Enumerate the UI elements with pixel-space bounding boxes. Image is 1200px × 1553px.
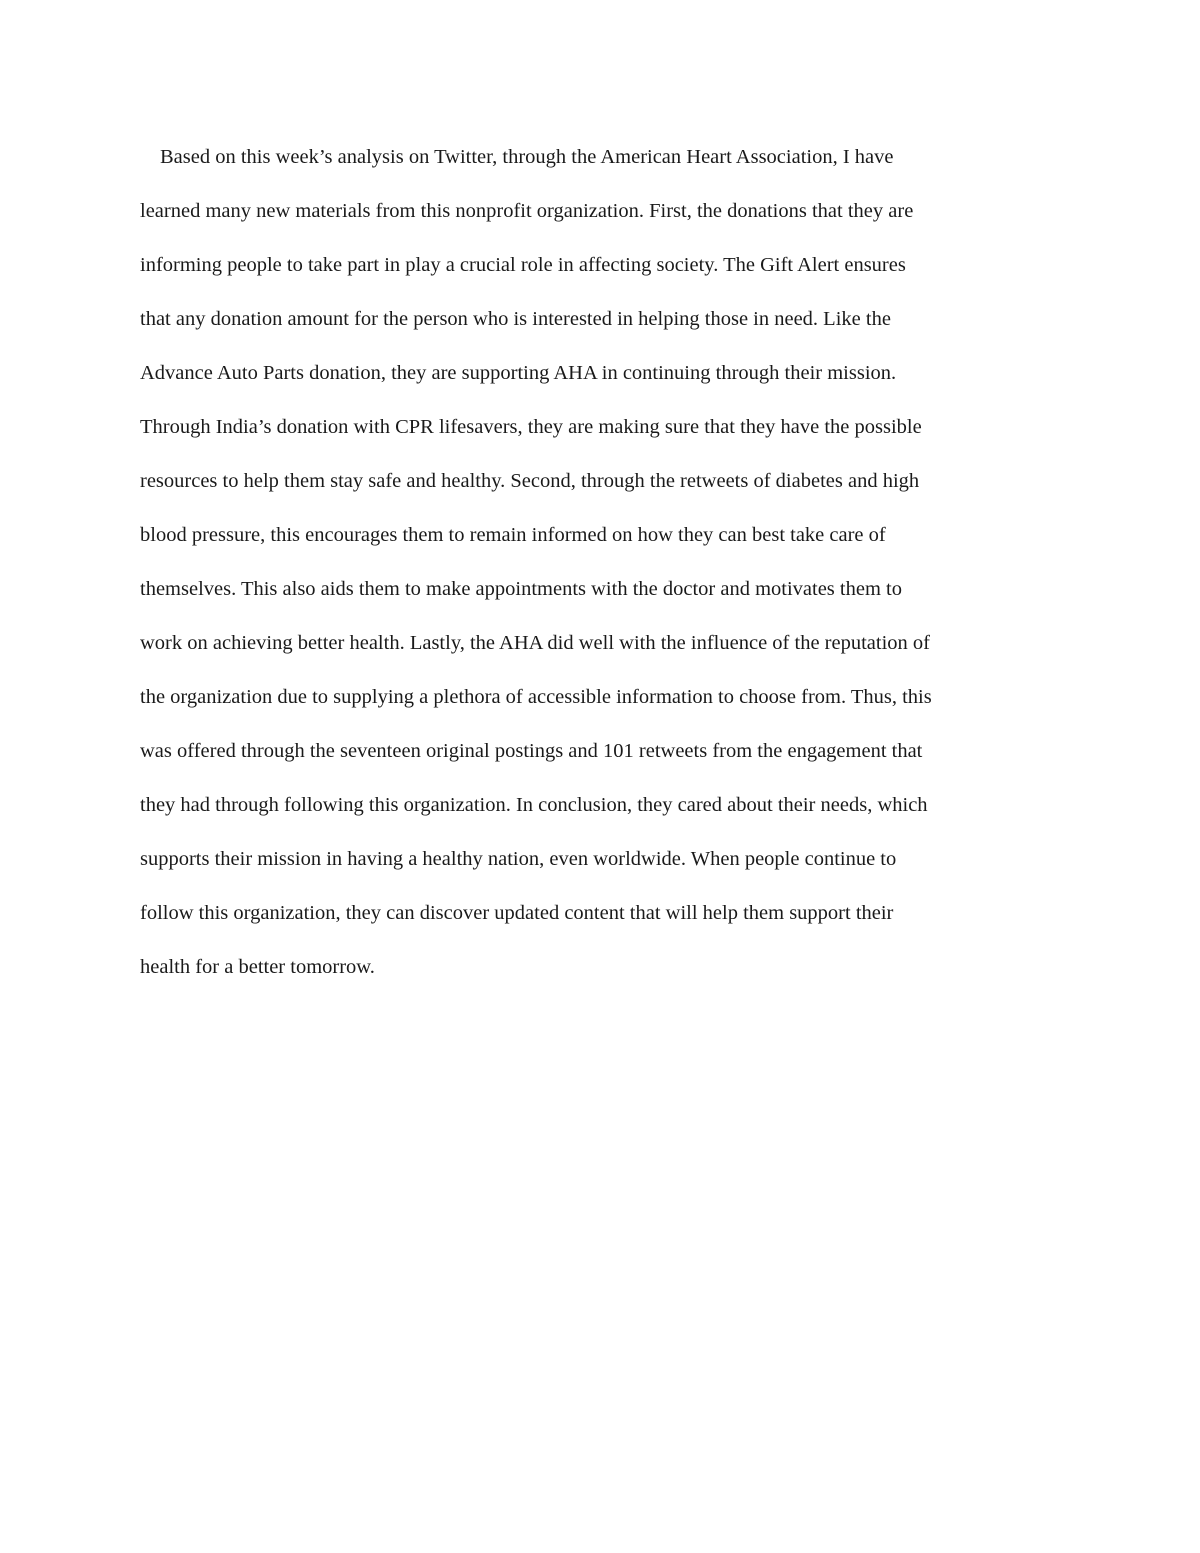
paragraph-line: they had through following this organization. In conclusion, they cared about their needs, which [140,794,928,816]
paragraph-line: Advance Auto Parts donation, they are supporting AHA in continuing through their mission. [140,362,897,384]
paragraph-line: was offered through the seventeen original postings and 101 retweets from the engagement that [140,740,923,762]
paragraph-line: themselves. This also aids them to make appointments with the doctor and motivates them to [140,578,902,600]
paragraph-line: learned many new materials from this nonprofit organization. First, the donations that they are [140,200,914,222]
essay-paragraph [140,130,1060,994]
paragraph-line: blood pressure, this encourages them to remain informed on how they can best take care of [140,524,886,546]
paragraph-line: health for a better tomorrow. [140,956,375,978]
paragraph-line: supports their mission in having a healthy nation, even worldwide. When people continue to [140,848,897,870]
paragraph-line: Based on this week’s analysis on Twitter, through the American Heart Association, I have [160,146,894,168]
paragraph-line: work on achieving better health. Lastly, the AHA did well with the influence of the reputation of [140,632,930,654]
paragraph-line: that any donation amount for the person who is interested in helping those in need. Like the [140,308,891,330]
paragraph-line: informing people to take part in play a crucial role in affecting society. The Gift Alert ensures [140,254,906,276]
paragraph-line: Through India’s donation with CPR lifesavers, they are making sure that they have the possible [140,416,922,438]
paragraph-line: resources to help them stay safe and healthy. Second, through the retweets of diabetes and high [140,470,920,492]
paragraph-line: follow this organization, they can discover updated content that will help them support their [140,902,894,924]
paragraph-line: the organization due to supplying a plethora of accessible information to choose from. Thus, this [140,686,932,708]
